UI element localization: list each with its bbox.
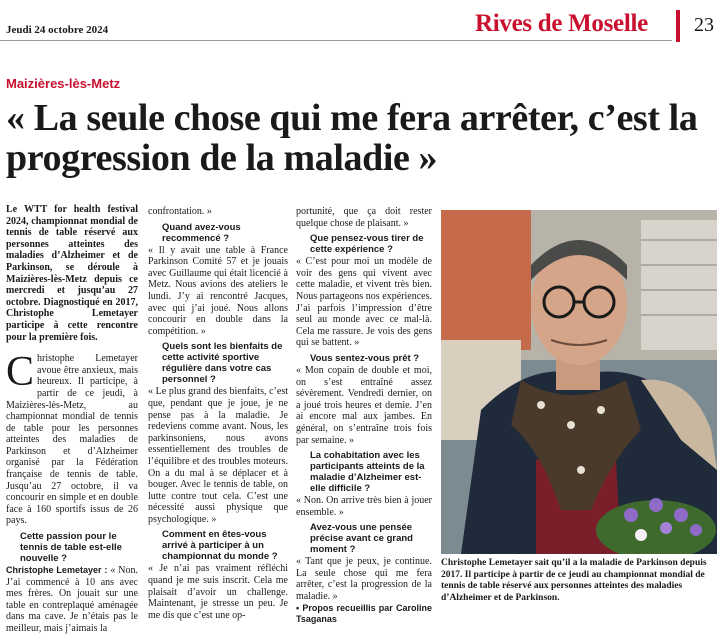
- portrait-photo-icon: [441, 210, 717, 554]
- city-kicker: Maizières-lès-Metz: [6, 76, 121, 91]
- answer-1-text: « Non. J’ai commencé à 10 ans avec mes frères. On jouait sur une table en contreplaqué aménagée dans ma cave. Je n’étais pas le meilleur, mais j’aimais la: [6, 565, 138, 634]
- question-7: La cohabitation avec les participants atteints de la maladie d’Alzheimer est-elle difficile ?: [310, 450, 425, 495]
- signature: • Propos recueillis par Caroline Tsaganas: [296, 602, 432, 625]
- answer-3: « Le plus grand des bienfaits, c’est que, pendant que je joue, je ne pense pas à la maladie. Je redeviens comme avant. Nous, les parkinsoniens, nous avons essentiellement des troubles de l’équilibre et des troubles moteurs. On a du mal à se déplacer et à bouger. Avec le tennis de table, on lutte contre tout cela. C’est une nécessité aussi physique que psychologique. »: [148, 386, 288, 525]
- question-6: Vous sentez-vous prêt ?: [310, 352, 420, 364]
- question-2: Quand avez-vous recommencé ?: [162, 221, 241, 244]
- photo-caption: Christophe Lemetayer sait qu’il a la maladie de Parkinson depuis 2017. Il participe à partir de ce jeudi au championnat mondial de tennis de table réservé aux personnes atteintes des maladies d’Alzheimer et de Parkinson.: [441, 558, 707, 603]
- answer-7: « Non. On arrive très bien à jouer ensemble. »: [296, 495, 432, 518]
- intro-text: hristophe Lemetayer avoue être anxieux, mais heureux. Il participe, à partir de ce jeudi, à Maizières-lès-Metz, au championnat mondial de tennis de table pour les personnes atteintes des maladies de Parkinson et d’Alzheimer organisé par la Fédération française de tennis de table. Jusqu’au 27 octobre, il va concourir en simple et en double face à 160 sportifs issus de 26 pays.: [6, 353, 138, 527]
- page-number: 23: [694, 14, 714, 36]
- interviewee-name: Christophe Lemetayer :: [6, 565, 108, 576]
- drop-cap: C: [6, 349, 35, 396]
- section-title: Rives de Moselle: [475, 10, 648, 37]
- answer-4-start: « Je n’ai pas vraiment réfléchi quand je me suis inscrit. Cela me plaisait d’avoir un challenge. Maintenant, je stresse un peu. Je me dis que c’est une op-: [148, 563, 288, 621]
- answer-1-end: confrontation. »: [148, 206, 212, 217]
- column-1: [6, 204, 138, 635]
- intro-paragraph: [6, 349, 138, 527]
- answer-5: « C’est pour moi un modèle de voir des gens qui vivent avec cette maladie, et vivent très bien. Nous partageons nos expériences. J’ai parfois l’impression d’être seul au monde avec ce mal-là. Cela me rassure. Je vois des gens qui se battent. »: [296, 256, 432, 349]
- question-1: Cette passion pour le tennis de table est-elle nouvelle ?: [20, 531, 122, 565]
- question-5: Que pensez-vous tirer de cette expérience ?: [310, 233, 424, 256]
- question-8: Avez-vous une pensée précise avant ce grand moment ?: [310, 522, 413, 556]
- question-4: Comment en êtes-vous arrivé à participer à un championnat du monde ?: [162, 529, 278, 563]
- issue-date: Jeudi 24 octobre 2024: [6, 24, 109, 36]
- column-3: [296, 206, 432, 626]
- column-2: [148, 206, 288, 621]
- headline: « La seule chose qui me fera arrêter, c’est la progression de la maladie »: [6, 97, 698, 179]
- answer-2: « Il y avait une table à France Parkinson Comité 57 et je jouais avec Guillaume qui était licencié à Metz. Nous avions des ateliers le lundi. J’y ai rencontré Jacques, avec qui j’ai joué. Nous allons concourir en double dans la compétition. »: [148, 244, 288, 337]
- answer-8: « Tant que je peux, je continue. La seule chose qui me fera arrêter, c’est la progression de la maladie. »: [296, 556, 432, 603]
- question-3: Quels sont les bienfaits de cette activité sportive régulière dans votre cas personnel ?: [162, 341, 283, 386]
- answer-1-start: [6, 565, 138, 635]
- answer-4-end: portunité, que ça doit rester quelque chose de plaisant. »: [296, 206, 432, 229]
- chapo: Le WTT for health festival 2024, championnat mondial de tennis de table réservé aux personnes atteintes des maladies d’Alzheimer et de Parkinson, se déroule à Maizières-lès-Metz depuis ce mercredi et jusqu’au 27 octobre. Diagnostiqué en 2017, Christophe Lemetayer participe à cette rencontre pour la première fois.: [6, 204, 138, 343]
- section-bar: [676, 10, 680, 42]
- header-rule: [0, 40, 672, 41]
- answer-6: « Mon copain de double et moi, on s’est entraîné assez sévèrement. Vendredi dernier, on a joué trois heures et demie. J’en ai encore mal aux jambes. En général, on s’entraîne trois fois par semaine. »: [296, 364, 432, 446]
- portrait-photo: [441, 210, 717, 554]
